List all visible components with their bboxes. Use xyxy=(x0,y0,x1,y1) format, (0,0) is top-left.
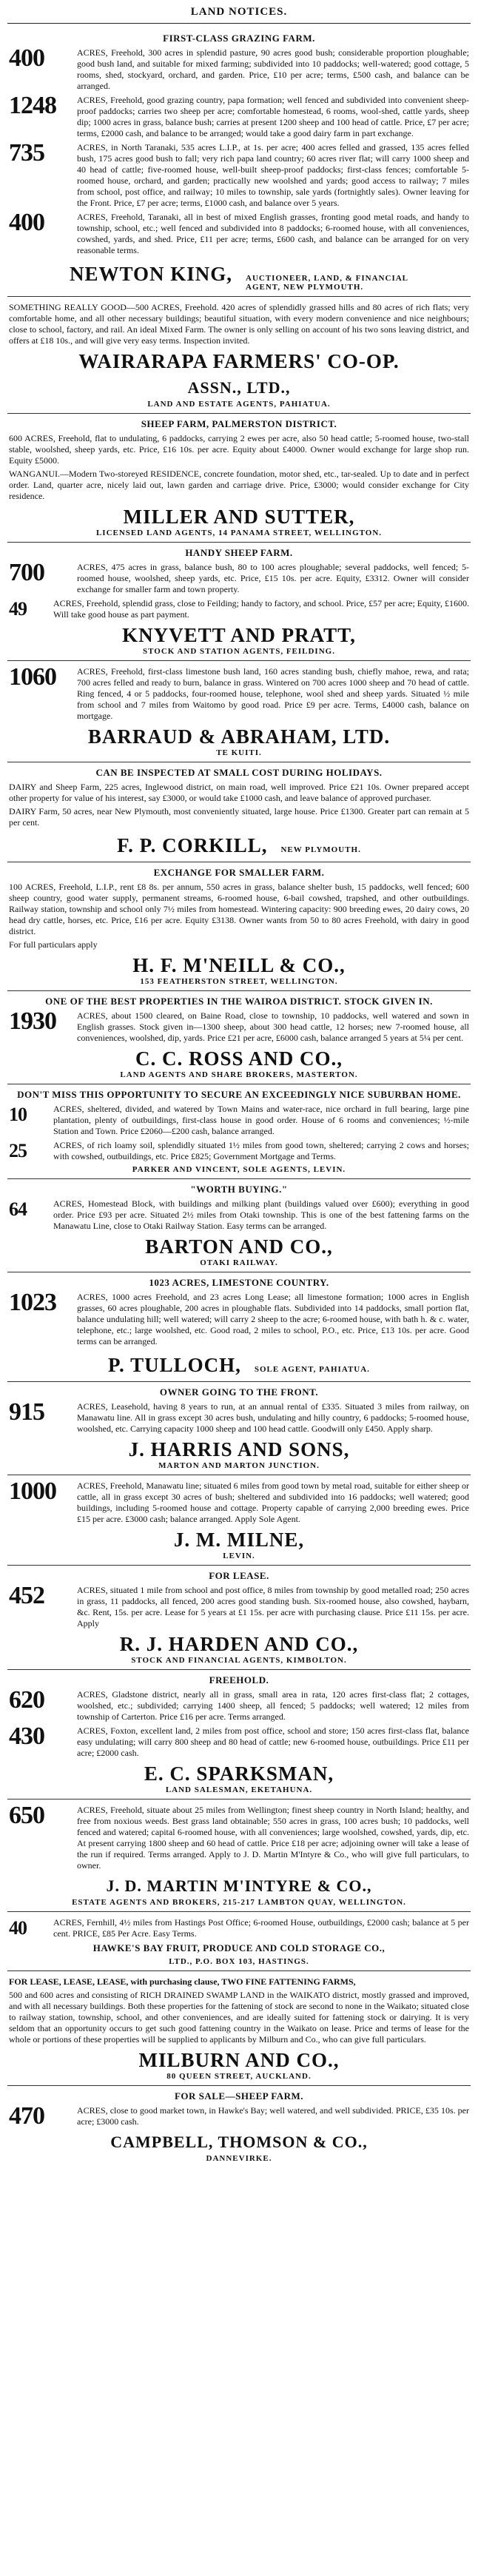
ad-milne xyxy=(7,1475,471,1565)
ad-heading: OWNER GOING TO THE FRONT. xyxy=(159,1386,319,1398)
agent-name: P. TULLOCH, xyxy=(108,1354,241,1376)
agent-role: SOLE AGENT, PAHIATUA. xyxy=(254,1365,370,1374)
listing-acres: 64 xyxy=(9,1198,27,1220)
agent-name: J. HARRIS AND SONS, xyxy=(128,1438,350,1460)
listing-acres: 400 xyxy=(9,44,44,72)
listing xyxy=(9,1104,469,1137)
ad-heading: FOR LEASE. xyxy=(209,1570,269,1581)
ad-parker-vincent xyxy=(7,1084,471,1178)
listing-text: ACRES, 1000 acres Freehold, and 23 acres Long Lease; all limestone formation; 1000 acres in English grasses, 60 acres ploughable, 200 acres in ploughable flats. Subdivided into 14 paddocks, small portion flat, balance undulating hill; well watered; will carry 2 sheep to the acre; 6-roomed house, with bath h. & c. water, telephone, etc.; large woolshed, etc. Good road, 2 miles to school, P.O., etc. Price, £13 10s. per acre. Good terms can be arranged. xyxy=(77,1292,469,1346)
listing-acres: 700 xyxy=(9,559,44,586)
listing-acres: 915 xyxy=(9,1398,44,1426)
listing-text: ACRES, Freehold, situate about 25 miles from Wellington; finest sheep country in North Island; healthy, and free from noxious weeds. Best grass land obtainable; 550 acres in grass, 100 acres bush; 10 paddocks, well fenced and watered; capital 6-roomed house, with all conveniences; large woolshed, cowshed, yards, dip, etc. At present carrying 1800 sheep and 60 head of cattle. Price £18 per acre; adjoining owner will take a lease of the run if required. Terms arranged. Apply to J. D. Martin M'Intyre & Co., who will give full particulars, to owner. xyxy=(77,1805,469,1871)
ad-text: For full particulars apply xyxy=(9,939,98,950)
agent-name: WAIRARAPA FARMERS' CO-OP. xyxy=(78,350,400,372)
listing-acres: 10 xyxy=(9,1104,27,1125)
agent-address: ESTATE AGENTS AND BROKERS, 215-217 LAMBTON QUAY, WELLINGTON. xyxy=(72,1898,406,1907)
listing xyxy=(9,1140,469,1162)
ad-heading: FREEHOLD. xyxy=(209,1674,269,1686)
ad-heading: FIRST-CLASS GRAZING FARM. xyxy=(163,33,315,44)
agent-address: LAND AND ESTATE AGENTS, PAHIATUA. xyxy=(147,400,331,409)
listing-text: ACRES, Freehold, splendid grass, close to Feilding; handy to factory, and school. Price, £57 per acre; Equity, £1600. Will take good house as part payment. xyxy=(53,598,470,620)
ad-text: DAIRY Farm, 50 acres, near New Plymouth, most conveniently situated, large house. Price £1300. Greater part can remain at 5 per cent. xyxy=(9,806,469,828)
agent-role xyxy=(246,274,408,292)
listing xyxy=(9,1725,469,1759)
listing-acres: 430 xyxy=(9,1723,44,1750)
ad-campbell-thomson xyxy=(7,2085,471,2167)
ad-heading: CAN BE INSPECTED AT SMALL COST DURING HOLIDAYS. xyxy=(95,767,383,778)
listing-acres: 620 xyxy=(9,1686,44,1714)
column-header: LAND NOTICES. xyxy=(7,4,471,24)
listing xyxy=(9,44,469,92)
agent-address: PARKER AND VINCENT, SOLE AGENTS, LEVIN. xyxy=(132,1165,346,1174)
listing-acres: 400 xyxy=(9,209,44,236)
agent-name: C. C. ROSS AND CO., xyxy=(135,1047,343,1070)
ad-text: 500 and 600 acres and consisting of RICH DRAINED SWAMP LAND in the WAIKATO district, mostly grassed and improved, and with all necessary buildings. Both these properties for the fattening of stock are second to none in the Waikato; situated close to railway station, township, school, and other conveniences, and are ideally suited for fattening stock or dairying. It is very seldom that an opportunity occurs to get such good fattening country in the Waikato on lease. Price and terms of lease for the whole or portions of these properties will be supplied to applicants by Milburn and Co., who can give full particulars. xyxy=(9,1990,469,2045)
listing xyxy=(9,663,469,722)
listing-acres: 25 xyxy=(9,1140,27,1161)
agent-role-line: AUCTIONEER, LAND, & FINANCIAL xyxy=(246,274,409,283)
listing-text: ACRES, Freehold, first-class limestone bush land, 160 acres standing bush, chiefly mahoe, rewa, and rata; 700 acres felled and ready to burn, balance in grass. Wintered on 700 acres 1000 sheep and 70 head of cattle. Ring fenced, 4 or 5 paddocks, four-roomed house, telephone, wool shed and sheep yards. Situated ½ mile from school and 7 miles from Waitomo by good road. Price £9 per acre. Terms, £4000 cash, balance on mortgage. xyxy=(77,666,469,721)
listing-text: ACRES, 475 acres in grass, balance bush, 80 to 100 acres ploughable; several paddocks, well fenced; 5-roomed house, woolshed, sheep yards, etc. Price, £15 10s. per acre. Equity, £3312. Owner will consider exchange for smaller farm and town property. xyxy=(77,562,469,594)
listing-acres: 1000 xyxy=(9,1477,56,1505)
agent-address: 80 QUEEN STREET, AUCKLAND. xyxy=(166,2072,312,2081)
ad-heading: 1023 ACRES, LIMESTONE COUNTRY. xyxy=(149,1277,329,1288)
ad-harden xyxy=(7,1565,471,1669)
listing xyxy=(9,2102,469,2130)
agent-name: MILLER AND SUTTER, xyxy=(123,506,355,528)
ad-heading: FOR SALE—SHEEP FARM. xyxy=(174,2090,304,2102)
agent-address: 153 FEATHERSTON STREET, WELLINGTON. xyxy=(140,977,338,986)
agent-address: STOCK AND STATION AGENTS, FEILDING. xyxy=(143,647,335,656)
ad-barraud-abraham xyxy=(7,660,471,762)
listing xyxy=(9,1917,469,1939)
listing-acres: 735 xyxy=(9,139,44,167)
agent-address: STOCK AND FINANCIAL AGENTS, KIMBOLTON. xyxy=(131,1656,347,1665)
listing-text: ACRES, Gladstone district, nearly all in grass, small area in rata, 120 acres first-class flat; 2 cottages, woolshed, etc.; subdivided; carrying 1400 sheep, all fenced; 5 paddocks; well watered; 12 miles from township of Carterton. Price £16 per acre. Terms arranged. xyxy=(77,1689,469,1722)
listing-text: ACRES, Fernhill, 4½ miles from Hastings Post Office; 6-roomed House, outbuildings, £2000 cash; balance at 5 per cent. PRICE, £85 Per Acre. Easy Terms. xyxy=(53,1917,469,1939)
listing-text: ACRES, Freehold, 300 acres in splendid pasture, 90 acres good bush; considerable proportion ploughable; good bush land, and suitable for mixed farming; subdivided into 10 paddocks; well-watered; good cottage, 5 rooms, shed, stockyard, orchard, and garden. Price, £10 per acre; terms, £500 cash, and balance can be arranged. xyxy=(77,47,469,91)
agent-address: MARTON AND MARTON JUNCTION. xyxy=(158,1461,320,1470)
listing xyxy=(9,209,469,256)
ad-miller-sutter xyxy=(7,413,471,542)
ad-mneill xyxy=(7,862,471,990)
agent-name: BARTON AND CO., xyxy=(145,1235,333,1258)
agent-address: DANNEVIRKE. xyxy=(206,2154,272,2163)
ad-newton-king xyxy=(7,28,471,296)
listing xyxy=(9,598,469,620)
agent-name: J. M. MILNE, xyxy=(173,1529,305,1551)
listing xyxy=(9,1007,469,1044)
listing-text: ACRES, Leasehold, having 8 years to run, at an annual rental of £335. Situated 3 miles from railway, on Manawatu line. All in grass except 30 acres bush, undulating and hilly country, 6 paddocks; 5-roomed house, woolshed, etc. Carrying capacity 1000 sheep and 100 head cattle. Goodwill only £450. Apply sharp. xyxy=(77,1401,469,1434)
ad-heading: "WORTH BUYING." xyxy=(190,1184,288,1195)
listing-acres: 1023 xyxy=(9,1289,56,1316)
listing-text: ACRES, Freehold, Taranaki, all in best of mixed English grasses, fronting good metal roads, and handy to township, school, etc.; well fenced and subdivided into 8 paddocks; 6-roomed house, with all conveniences, cowshed, yards, and shed. Price, £11 per acre; terms, £600 cash, and balance can be arranged for on very reasonable terms. xyxy=(77,212,469,255)
listing-text: ACRES, in North Taranaki, 535 acres L.I.P., at 1s. per acre; 400 acres felled and grassed, 135 acres felled bush, 175 acres good bush to fall; very rich papa land country; 60 acres river flat; will carry 1000 sheep and 40 head of cattle; five-roomed house, well-built sheep-proof paddocks; first-class fences; comfortable 5-roomed house, orchard, and garden; practically new woolshed and yards; good access to railway; 7 miles from school, post office, and railway; 10 miles to township, sale yards (fortnightly sales). Owner leaving for the Front. Price, £7 per acre; terms, £1000 cash, and balance over 5 years. xyxy=(77,142,469,208)
agent-block xyxy=(9,831,469,857)
agent-name: BARRAUD & ABRAHAM, LTD. xyxy=(87,725,391,748)
listing-acres: 452 xyxy=(9,1582,44,1609)
agent-address: LICENSED LAND AGENTS, 14 PANAMA STREET, WELLINGTON. xyxy=(95,529,383,537)
agent-address: OTAKI RAILWAY. xyxy=(200,1258,278,1267)
ad-heading: DON'T MISS THIS OPPORTUNITY TO SECURE AN EXCEEDINGLY NICE SUBURBAN HOME. xyxy=(17,1089,461,1100)
ad-harris xyxy=(7,1381,471,1475)
agent-name-line-2: ASSN., LTD., xyxy=(187,378,291,397)
listing-text: ACRES, Homestead Block, with buildings and milking plant (buildings valued over £600); everything in good order. Price £93 per acre. Situated 2½ miles from Otaki township. This is one of the best fattening farms on the Manawatu Line, close to Otaki Railway Station. Easy terms can be arranged. xyxy=(53,1198,469,1231)
listing xyxy=(9,1198,469,1232)
ad-heading: ONE OF THE BEST PROPERTIES IN THE WAIROA DISTRICT. STOCK GIVEN IN. xyxy=(45,996,433,1007)
listing xyxy=(9,1398,469,1435)
ad-tulloch xyxy=(7,1272,471,1381)
listing xyxy=(9,1802,469,1871)
listing xyxy=(9,1477,469,1525)
agent-name: F. P. CORKILL, xyxy=(117,834,268,856)
ad-corkill xyxy=(7,762,471,862)
listing-text: ACRES, sheltered, divided, and watered by Town Mains and water-race, nice orchard in full bearing, large pine plantation, plenty of outbuildings, first-class house in good order. House of 6 rooms and conveniences; ½-mile Station and Town. Price £2060—£200 cash, balance arranged. xyxy=(53,1104,469,1136)
ad-barton xyxy=(7,1178,471,1272)
ad-heading: SHEEP FARM, PALMERSTON DISTRICT. xyxy=(141,418,337,429)
listing-text: ACRES, close to good market town, in Hawke's Bay; well watered, and well subdivided. PRICE, £35 10s. per acre; £3000 cash. xyxy=(77,2105,469,2127)
ad-text: 600 ACRES, Freehold, flat to undulating, 6 paddocks, carrying 2 ewes per acre, also 50 head cattle; 5-roomed house, two-stall stable, woolshed, sheep yards, etc. Price, £16 10s. per acre. Equity about £4000. Owner would exchange for large shop run. Equity £5000. xyxy=(9,433,469,466)
agent-block xyxy=(9,1350,469,1377)
ad-wairarapa xyxy=(7,296,471,413)
agent-name: E. C. SPARKSMAN, xyxy=(144,1762,334,1785)
ad-heading: EXCHANGE FOR SMALLER FARM. xyxy=(153,867,325,878)
ad-ross xyxy=(7,990,471,1084)
agent-name: NEWTON KING, xyxy=(69,263,233,285)
agent-name: MILBURN AND CO., xyxy=(138,2049,340,2071)
ad-text: 100 ACRES, Freehold, L.I.P., rent £8 8s. per annum, 550 acres in grass, balance shelter bush, 15 paddocks, well fenced; 600 sheep country, good water supply, permanent streams, 6-roomed house, 6-bail cowshed, trapshed, and other outbuildings. Railway station, township and school only 7½ miles from homestead. Wintering capacity: 900 breeding ewes, 20 dairy cows, 20 head dry cattle, horses, etc. Price, £16 per acre. Equity £3138. Owner wants from 50 to 80 acres Freehold, with dairy in good district. xyxy=(9,882,469,936)
listing-text: ACRES, about 1500 cleared, on Baine Road, close to township, 10 paddocks, well watered and sown in English grasses. Stock given in—1300 sheep, about 300 head cattle, 12 horses; new 7-roomed house, all conveniences, woolshed, dip, yards. Price £21 per acre, £6000 cash, balance arranged 5 years at 5¼ per cent. xyxy=(77,1010,469,1043)
agent-name: J. D. MARTIN M'INTYRE & CO., xyxy=(106,1876,372,1895)
listing xyxy=(9,559,469,595)
listing xyxy=(9,1582,469,1629)
ad-text: DAIRY and Sheep Farm, 225 acres, Inglewood district, on main road, well improved. Price £21 10s. Owner prepared accept other property for value of his interest, say £3000, or would take £1000 cash, and leave balance of approved purchaser. xyxy=(9,782,469,803)
agent-name: CAMPBELL, THOMSON & CO., xyxy=(110,2133,368,2151)
ad-sparksman xyxy=(7,1669,471,1799)
ad-text: WANGANUI.—Modern Two-storeyed RESIDENCE, concrete foundation, motor shed, etc., tar-sealed. Up to date and in perfect order. Land, quarter acre, nicely laid out, lawn garden and carriage drive. Price, £3000; would consider exchange for City residence. xyxy=(9,469,469,501)
listing-acres: 1248 xyxy=(9,92,56,119)
listing xyxy=(9,139,469,209)
ad-text: SOMETHING REALLY GOOD—500 ACRES, Freehold. 420 acres of splendidly grassed hills and 80 acres of rich flats; very comfortable home, and all other necessary buildings; beautiful situation, with every modern convenience and nice neighbours; close to school, factory, and rail. An ideal Mixed Farm. The owner is only selling on account of his two sons leaving district, and offers at £18 10s., and will give very easy terms. Inspection invited. xyxy=(9,302,469,346)
listing-acres: 1060 xyxy=(9,663,56,691)
ad-knyvett-pratt xyxy=(7,542,471,660)
listing-acres: 470 xyxy=(9,2102,44,2130)
listing-text: ACRES, situated 1 mile from school and post office, 8 miles from township by good metalled road; 250 acres in grass, 11 paddocks, all fenced, 200 acres good standing bush. Six-roomed house, also cowshed, haybarn, &c. Rent, 15s. per acre. Lease for 5 years at £1 15s. per acre with purchasing clause. Price £11 15s. per acre. Apply xyxy=(77,1585,469,1629)
ad-milburn xyxy=(7,1970,471,2085)
agent-role-line: AGENT, NEW PLYMOUTH. xyxy=(246,283,364,292)
listing xyxy=(9,92,469,139)
agent-address: LTD., P.O. BOX 103, HASTINGS. xyxy=(169,1957,309,1966)
ad-martin-mintyre xyxy=(7,1799,471,1911)
ad-heading: FOR LEASE, LEASE, LEASE, with purchasing clause, TWO FINE FATTENING FARMS, xyxy=(9,1976,356,1987)
ad-heading: HANDY SHEEP FARM. xyxy=(185,547,293,558)
agent-address: LAND AGENTS AND SHARE BROKERS, MASTERTON. xyxy=(120,1070,358,1079)
agent-block xyxy=(9,259,469,292)
agent-address: LEVIN. xyxy=(223,1552,255,1560)
listing-text: ACRES, Freehold, good grazing country, papa formation; well fenced and subdivided into convenient sheep-proof paddocks; carries two sheep per acre; comfortable homestead, 6 rooms, wool-shed, cattle yards, sheep dip; 1000 acres in grass, balance bush; carries at present 1200 sheep and 100 head of cattle. Price, £7 per acre; terms, £2000 cash, and balance to be arranged; would take a good dairy farm in part exchange. xyxy=(77,95,469,138)
listing-acres: 650 xyxy=(9,1802,44,1829)
agent-name: KNYVETT AND PRATT, xyxy=(122,624,356,646)
ad-hawkes-bay xyxy=(7,1911,471,1970)
listing xyxy=(9,1686,469,1723)
listing-text: ACRES, Foxton, excellent land, 2 miles from post office, school and store; 150 acres first-class flat, balance easy undulating; will carry 800 sheep and 80 head of cattle; new 6-roomed house, outbuildings. Price £11 per acre; £2000 cash. xyxy=(77,1725,469,1758)
listing-acres: 40 xyxy=(9,1917,27,1939)
agent-name: R. J. HARDEN AND CO., xyxy=(119,1633,359,1655)
agent-address: TE KUITI. xyxy=(216,748,262,757)
listing-text: ACRES, of rich loamy soil, splendidly situated 1½ miles from good town, sheltered; carrying 2 cows and horses; with cowshed, outbuildings, etc. Price £825; Government Mortgage and Terms. xyxy=(53,1140,469,1161)
agent-name: HAWKE'S BAY FRUIT, PRODUCE AND COLD STORAGE CO., xyxy=(92,1942,386,1953)
listing-acres: 49 xyxy=(9,598,27,620)
listing-acres: 1930 xyxy=(9,1007,56,1035)
agent-address: LAND SALESMAN, EKETAHUNA. xyxy=(165,1785,313,1794)
agent-name: H. F. M'NEILL & CO., xyxy=(132,954,346,976)
agent-address: NEW PLYMOUTH. xyxy=(280,845,361,854)
listing xyxy=(9,1289,469,1347)
listing-text: ACRES, Freehold, Manawatu line; situated 6 miles from good town by metal road, suitable for either sheep or cattle, all in grass except 30 acres of bush; sheltered and subdivided into 16 paddocks; well watered; good buildings, including 5-roomed house and cottage. Property capable of carrying 2,000 breeding ewes. Price £15 per acre. £3000 cash; balance arranged. Apply Sole Agent. xyxy=(77,1480,469,1524)
